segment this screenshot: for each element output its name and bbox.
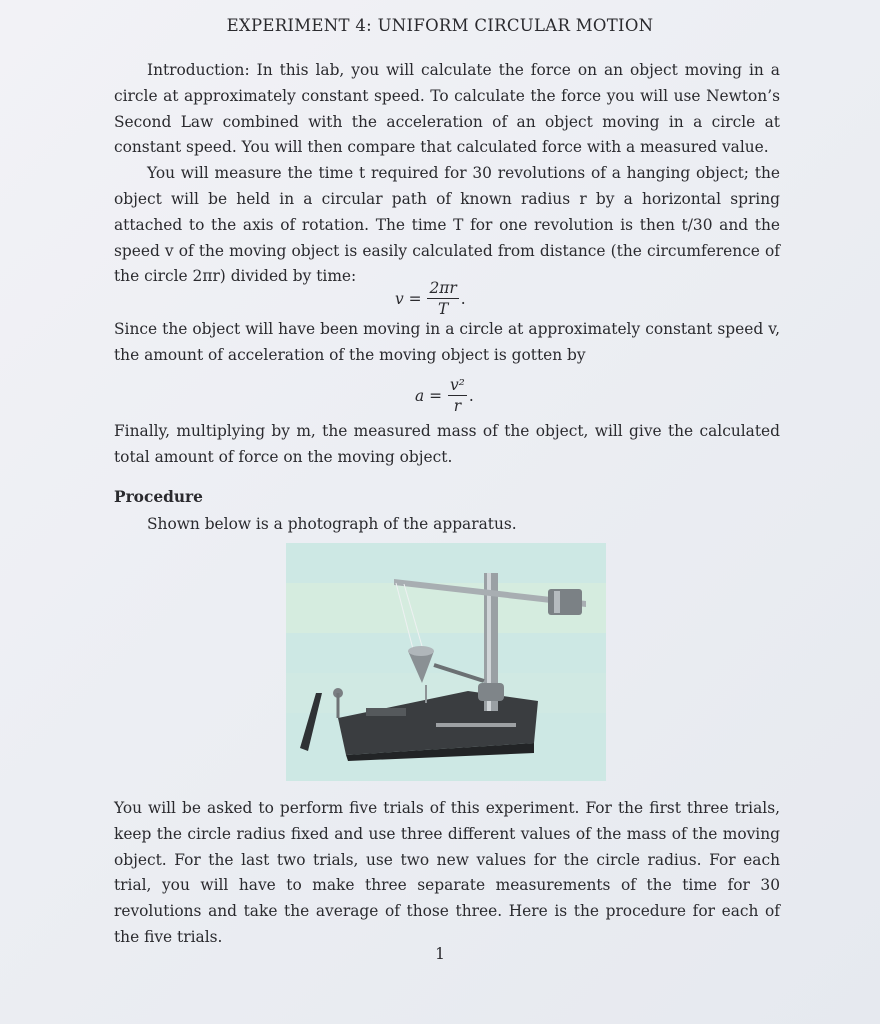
procedure-caption: Shown below is a photograph of the apparatus. [147,515,517,533]
intro-paragraph-2: You will measure the time t required for 30 revolutions of a hanging object; the object will be held in a circular path of known radius r by a horizontal spring attached to the axis of rotation. The time T for one revolution is then t/30 and the speed v of the moving object is easily calculated from distance (the circumference of the circle 2πr) divided by time: [114,164,780,286]
equation-speed-lhs: v = [395,289,422,308]
equation-speed-numerator: 2πr [429,279,457,297]
intro-label: Introduction: [147,61,250,79]
procedure-caption-block [114,512,780,538]
acceleration-paragraph [114,317,780,369]
page-number: 1 [435,945,445,963]
equation-speed [395,279,466,318]
page-title: EXPERIMENT 4: UNIFORM CIRCULAR MOTION [226,16,654,35]
apparatus-illustration [286,543,606,781]
procedure-heading: Procedure [114,488,203,506]
equation-speed-period: . [460,289,466,308]
acceleration-text: Since the object will have been moving in a circle at approximately constant speed v, the amount of acceleration of the moving object is gotten by [114,320,780,364]
introduction-section [114,58,780,290]
apparatus-photo [286,543,606,781]
counterweight [548,589,582,615]
equation-acceleration [415,376,474,415]
intro-text-1: In this lab, you will calculate the force on an object moving in a circle at approximately constant speed. To calculate the force you will use Newton’s Second Law combined with the acceleration of an object moving in a circle at constant speed. You will then compare that calculated force with a measured value. [114,61,780,157]
equation-acceleration-numerator: v² [449,376,465,394]
equation-acceleration-period: . [468,386,474,405]
equation-acceleration-denominator: r [453,397,462,415]
force-text: Finally, multiplying by m, the measured mass of the object, will give the calculated total amount of force on the moving object. [114,422,780,466]
equation-speed-fraction [427,279,458,318]
procedure-description-block [114,796,780,951]
equation-acceleration-fraction [448,376,467,415]
intro-paragraph-1 [114,58,780,161]
force-paragraph [114,419,780,471]
procedure-description: You will be asked to perform five trials of this experiment. For the first three trials, keep the circle radius fixed and use three different values of the mass of the moving object. For the last two trials, use two new values for the circle radius. For each trial, you will have to make three separate measurements of the time for 30 revolutions and take the average of those three. Here is the procedure for each of the five trials. [114,799,780,946]
equation-acceleration-lhs: a = [415,386,442,405]
equation-speed-denominator: T [437,300,449,318]
